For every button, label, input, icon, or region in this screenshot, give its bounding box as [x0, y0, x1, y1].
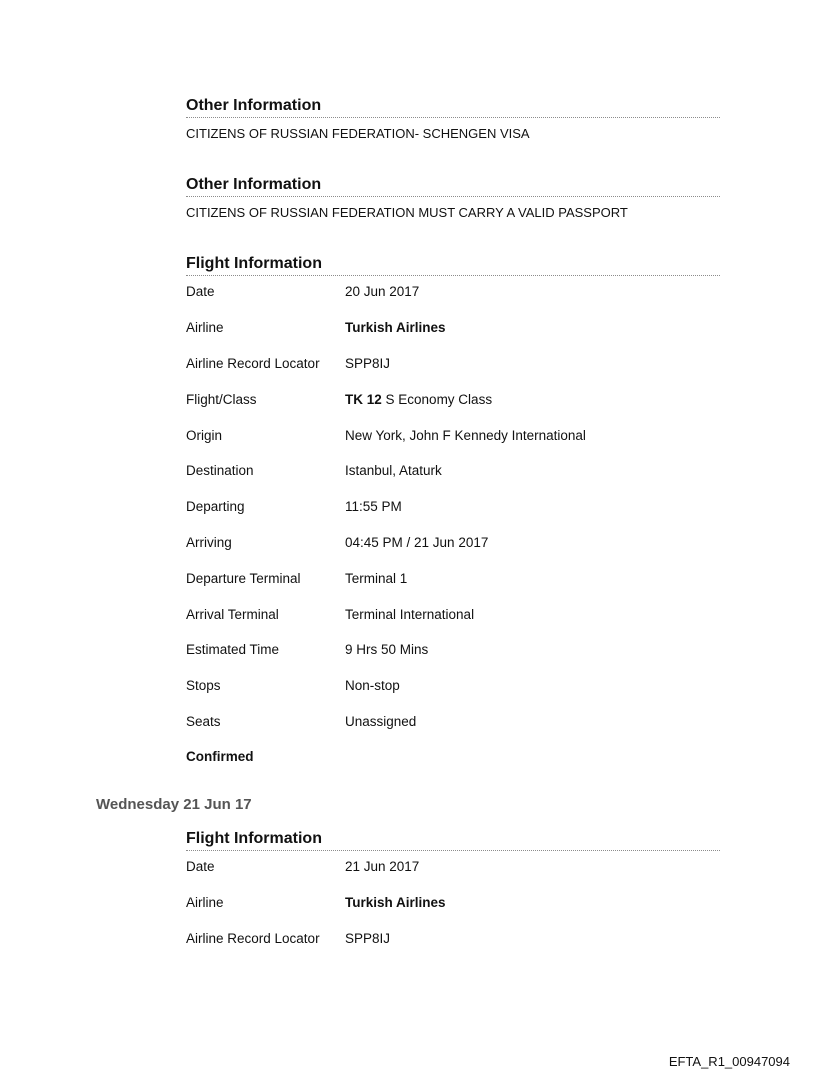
- row-label: Stops: [186, 678, 221, 693]
- row-label: Airline: [186, 895, 224, 910]
- row-value: 20 Jun 2017: [345, 284, 420, 299]
- other-information-title: Other Information: [186, 97, 322, 114]
- flight-row-record-locator: [186, 355, 720, 373]
- flight-information-heading-2: [186, 830, 720, 851]
- row-value: 9 Hrs 50 Mins: [345, 642, 429, 657]
- row-value: [345, 391, 492, 409]
- row-value: 04:45 PM / 21 Jun 2017: [345, 535, 489, 550]
- flight-information-heading-1: [186, 255, 720, 276]
- other-information-heading-2: [186, 176, 720, 197]
- flight-row-flight-class: [186, 391, 720, 409]
- row-label: Destination: [186, 463, 254, 478]
- row-value: SPP8IJ: [345, 931, 391, 946]
- row-label: Airline: [186, 320, 224, 335]
- row-value: Turkish Airlines: [345, 320, 446, 335]
- row-value: Terminal International: [345, 607, 475, 622]
- row-label: Airline Record Locator: [186, 931, 320, 946]
- flight-row-departing: [186, 498, 720, 516]
- row-value: SPP8IJ: [345, 356, 391, 371]
- flight-class: S Economy Class: [385, 392, 493, 407]
- row-value: 11:55 PM: [345, 499, 402, 514]
- row-value: Non-stop: [345, 678, 400, 693]
- row-label: Flight/Class: [186, 392, 257, 407]
- row-label: Departing: [186, 499, 245, 514]
- flight-row-estimated-time: [186, 641, 720, 659]
- flight-row-date: [186, 858, 720, 876]
- flight-number: TK 12: [345, 392, 382, 407]
- document-id: EFTA_R1_00947094: [668, 1054, 790, 1069]
- flight-row-seats: [186, 713, 720, 731]
- row-value: Terminal 1: [345, 571, 408, 586]
- flight-row-airline: [186, 894, 720, 912]
- booking-status: Confirmed: [186, 749, 254, 764]
- row-label: Origin: [186, 428, 223, 443]
- other-information-text-1: CITIZENS OF RUSSIAN FEDERATION- SCHENGEN VISA: [186, 126, 530, 141]
- flight-row-destination: [186, 462, 720, 480]
- other-information-text-2: CITIZENS OF RUSSIAN FEDERATION MUST CARRY A VALID PASSPORT: [186, 205, 628, 220]
- flight-row-arrival-terminal: [186, 606, 720, 624]
- other-information-heading-1: [186, 97, 720, 118]
- row-value: Turkish Airlines: [345, 895, 446, 910]
- row-value: Istanbul, Ataturk: [345, 463, 442, 478]
- flight-row-arriving: [186, 534, 720, 552]
- row-label: Airline Record Locator: [186, 356, 320, 371]
- flight-information-title: Flight Information: [186, 830, 322, 847]
- row-label: Arrival Terminal: [186, 607, 279, 622]
- flight-row-airline: [186, 319, 720, 337]
- flight-row-record-locator: [186, 930, 720, 948]
- flight-row-departure-terminal: [186, 570, 720, 588]
- row-label: Arriving: [186, 535, 232, 550]
- row-label: Departure Terminal: [186, 571, 301, 586]
- other-information-title: Other Information: [186, 176, 322, 193]
- row-value: Unassigned: [345, 714, 417, 729]
- flight-information-title: Flight Information: [186, 255, 322, 272]
- row-value: 21 Jun 2017: [345, 859, 420, 874]
- flight-row-date: [186, 283, 720, 301]
- row-value: New York, John F Kennedy International: [345, 428, 586, 443]
- row-label: Estimated Time: [186, 642, 280, 657]
- flight-row-stops: [186, 677, 720, 695]
- flight-row-origin: [186, 427, 720, 445]
- row-label: Date: [186, 284, 215, 299]
- row-label: Seats: [186, 714, 221, 729]
- row-label: Date: [186, 859, 215, 874]
- day-heading: Wednesday 21 Jun 17: [96, 796, 252, 813]
